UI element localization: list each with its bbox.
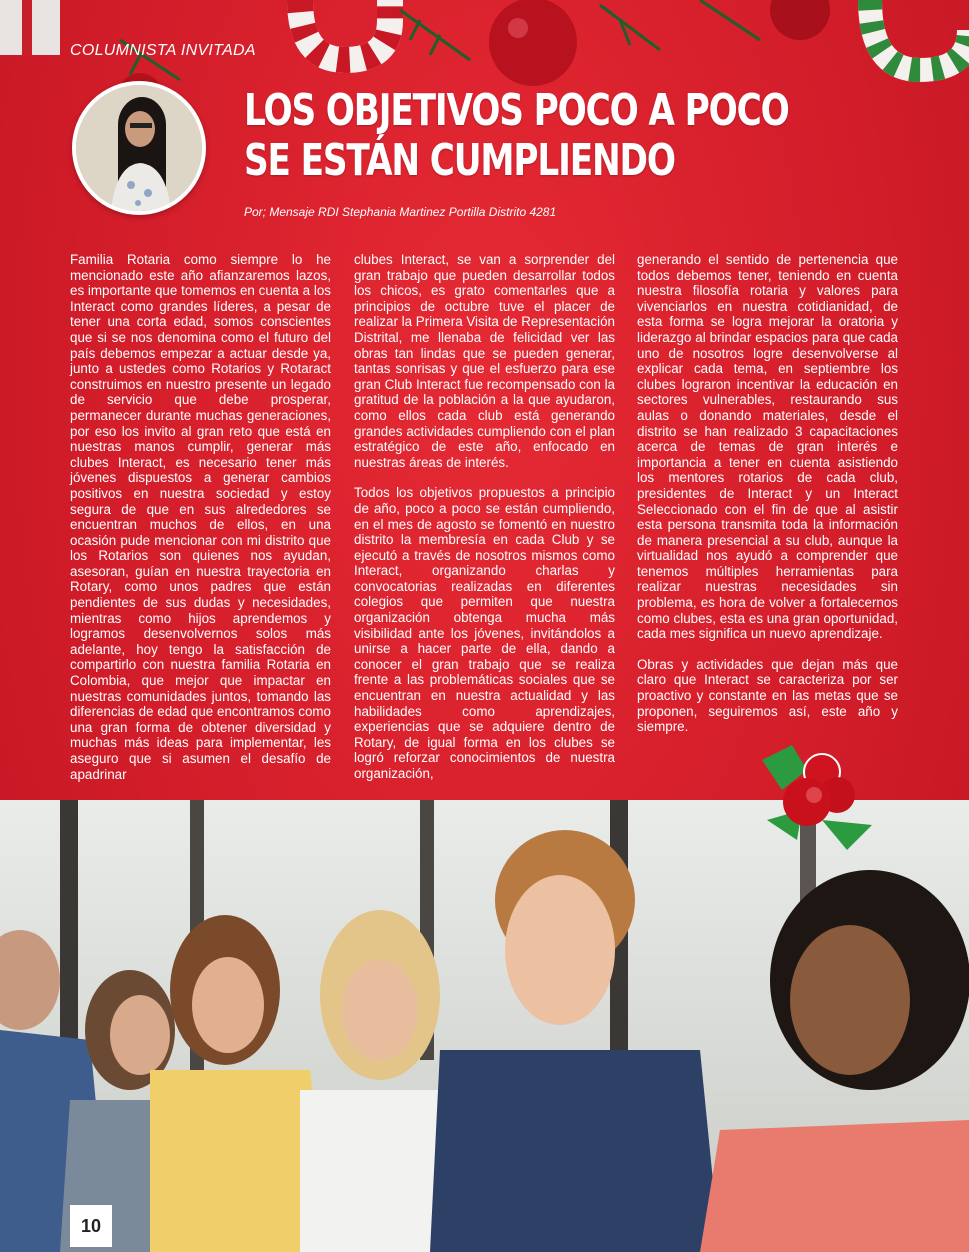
article-byline: Por; Mensaje RDI Stephania Martinez Portilla Distrito 4281 [244,205,557,219]
text-column-1 [70,252,331,797]
holly-icon [752,740,882,855]
ornament-ball-decoration [770,0,830,40]
article-title-line1: LOS OBJETIVOS POCO A POCO [244,85,789,136]
article-title [244,86,790,186]
paragraph: Familia Rotaria como siempre lo he mencionado este año afianzaremos lazos, es importante que tomemos en cuenta a los Interact como grandes líderes, a pesar de tener una corta edad, somos conscientes que si se nos denomina como el futuro del país debemos empezar a actuar desde ya, junto a ustedes como Rotarios y Rotaract construimos en nuestro presente un legado de servicio que debe prosperar, permanecer durante muchas generaciones, por eso los invito al gran reto que está en nuestras manos cumplir, generar más clubes Interact, es necesario tener más jóvenes dispuestos a generar cambios positivos en nuestra sociedad y estoy segura de que en sus alrededores se encuentran muchos de ellos, en una ocasión pude mencionar con mi distrito que los Rotarios son quienes nos ayudan, asesoran, guían en nuestra trayectoria en Rotary, como unos padres que están pendientes de sus dudas y necesidades, mientras como hijos aprendemos y logramos desenvolvernos solos más adelante, hoy tengo la satisfacción de compartirlo con nuestra familia Rotaria en Colombia, que mejor que impactar en nuestras comunidades juntos, tomando las diferencias de edad que encontramos como una gran forma de obtener diversidad y muchas más ideas para implementar, les aseguro que si asumen el desafío de apadrinar [70,252,331,782]
text-column-2 [354,252,615,797]
ornament-ball-decoration [489,0,577,86]
paragraph: clubes Interact, se van a sorprender del gran trabajo que pueden desarrollar todos los chicos, es grato comentarles que a principios de octubre tuve el placer de realizar la Primera Visita de Representación Distrital, me llenaba de felicidad ver las obras tan lindas que se pueden generar, tantas sonrisas y que el esfuerzo para ese gran Club Interact fue recompensado con la gratitud de la población a la que ayudaron, como ellos cada club está generando grandes actividades cumpliendo con el plan estratégico de este año, enfocado en nuestras áreas de interés. [354,252,615,470]
pine-branch-decoration [120,0,760,80]
paragraph: generando el sentido de pertenencia que todos debemos tener, teniendo en cuenta nuestra filosofía rotaria y valores para vivenciarlos en nuestra cotidianidad, de esta forma se logra mejorar la oratoria y liderazgo al brindar espacios para que cada uno de nosotros logre desenvolverse al explicar cada tema, en septiembre los clubes lograron incentivar la educación en sectores vulnerables, restaurando sus aulas o donando materiales, desde el distrito se han realizado 3 capacitaciones acerca de temas de gran interés e importancia a tener en cuenta asistiendo los mentores rotarios de cada club, presidentes de Interact y un Interact Seleccionado con el fin de que al asistir esta persona transmita toda la información de manera presencial a su club, aunque la virtualidad nos ayudó a comprender que tenemos múltiples herramientas para realizar nuestras necesidades sin problema, es hora de volver a fortalecernos como clubes, esta es una gran oportunidad, cada mes significa un nuevo aprendizaje. [637,252,898,642]
author-avatar [72,81,206,215]
candy-cane-decoration [870,0,969,70]
students-group-image [0,800,969,1252]
text-column-3 [637,252,898,750]
paragraph: Obras y actividades que dejan más que claro que Interact se caracteriza por ser proactivo y constante en las metas que se proponen, seguiremos así, este año y siempre. [637,656,898,735]
students-photo [0,800,969,1252]
page-number: 10 [70,1205,112,1247]
section-label: COLUMNISTA INVITADA [70,42,256,59]
article-title-line2: SE ESTÁN CUMPLIENDO [244,135,675,186]
author-portrait-icon [76,85,202,211]
candy-cane-decoration [300,0,390,60]
paragraph: Todos los objetivos propuestos a principio de año, poco a poco se están cumpliendo, en el mes de agosto se fomentó en nuestro distrito la membresía en cada Club y se ejecutó a través de nosotros mismos como Interact, organizando charlas y convocatorias realizadas en diferentes colegios que permiten que nuestra organización obtenga mucha más visibilidad ante los jóvenes, invitándolos a unirse a hacer parte de ella, dando a conocer el gran trabajo que se realiza frente a las problemáticas sociales que se encuentran en nuestra actualidad y las habilidades como aprendizajes, experiencias que se adquiere dentro de Rotary, de igual forma en los clubes se logró reforzar conocimientos de nuestra organización, [354,485,615,781]
